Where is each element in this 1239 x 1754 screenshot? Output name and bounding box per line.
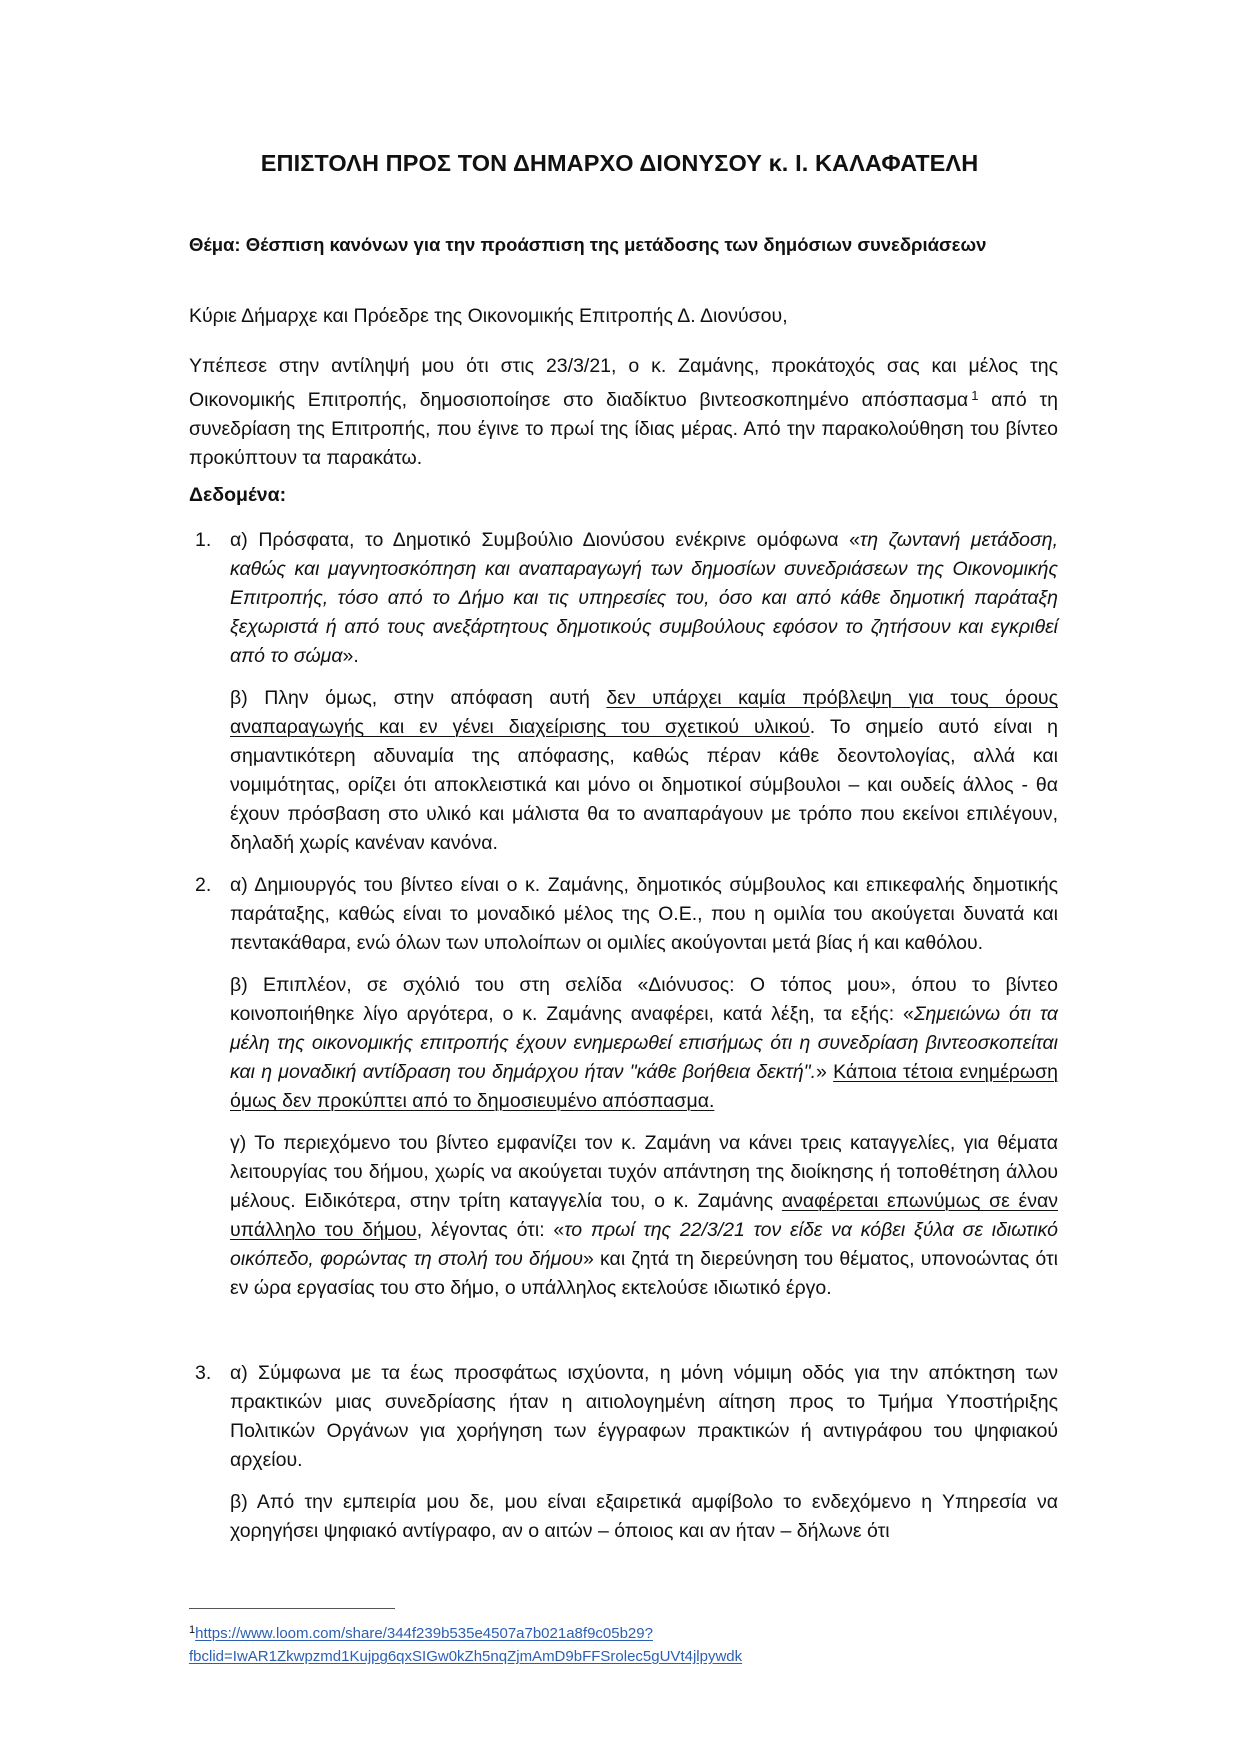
item-3-paragraph-b: β) Από την εμπειρία μου δε, μου είναι εξαιρετικά αμφίβολο το ενδεχόμενο η Υπηρεσία να χορηγήσει ψηφιακό αντίγραφο, αν ο αιτών – όποιος και αν ήταν – δήλωνε ότι — [230, 1491, 1058, 1542]
list-item-number: 3. — [195, 1362, 212, 1384]
intro-text-after-ref: από τη συνεδρίαση της Επιτροπής, που έγινε το πρωί της ίδιας μέρας. Από την παρακολούθηση του βίντεο προκύπτουν τα παρακάτω. — [189, 389, 1058, 469]
letter-subject: Θέμα: Θέσπιση κανόνων για την προάσπιση της μετάδοσης των δημόσιων συνεδριάσεων — [189, 234, 987, 255]
item-1b-underlined: δεν υπάρχει καμία πρόβλεψη για τους όρους αναπαραγωγής και εν γένει διαχείρισης του σχετικού υλικού — [230, 687, 1058, 738]
item-1-paragraph-a — [230, 526, 1058, 671]
item-1a-text-end: ». — [342, 645, 359, 667]
footnote — [189, 1619, 742, 1668]
salutation-text: Κύριε Δήμαρχε και Πρόεδρε της Οικονομικής Επιτροπής Δ. Διονύσου, — [189, 305, 788, 327]
item-2c-text-mid: , λέγοντας ότι: « — [416, 1219, 565, 1241]
item-2b-text-mid: » — [816, 1061, 834, 1083]
item-1a-text: α) Πρόσφατα, το Δημοτικό Συμβούλιο Διονύσου ενέκρινε ομόφωνα « — [230, 529, 860, 551]
item-2b-text: β) Επιπλέον, σε σχόλιό του στη σελίδα «Διόνυσος: Ο τόπος μου», όπου το βίντεο κοινοποιήθηκε λίγο αργότερα, ο κ. Ζαμάνης αναφέρει, κατά λέξη, τα εξής: « — [230, 974, 1058, 1025]
footnote-link-line-2[interactable]: fbclid=IwAR1Zkwpzmd1Kujpg6qxSIGw0kZh5nqZjmAmD9bFFSrolec5gUVt4jlpywdk — [189, 1648, 743, 1665]
footnote-number: 1 — [189, 1624, 196, 1636]
item-2-paragraph-c — [230, 1129, 1058, 1303]
givens-heading: Δεδομένα: — [189, 484, 287, 506]
footnote-link-line-1[interactable]: https://www.loom.com/share/344f239b535e4507a7b021a8f9c05b29? — [195, 1625, 653, 1642]
list-item-number: 2. — [195, 874, 212, 896]
item-1a-quote: τη ζωντανή μετάδοση, καθώς και μαγνητοσκόπηση και αναπαραγωγή των δημοσίων συνεδριάσεων της Οικονομικής Επιτροπής, τόσο από το Δήμο και τις υπηρεσίες του, όσο και από κάθε δημοτική παράταξη ξεχωριστά ή από τους ανεξάρτητους δημοτικούς συμβούλους εφόσον το ζητήσουν και εγκριθεί από το σώμα — [230, 529, 1059, 667]
item-1-paragraph-b — [230, 684, 1058, 858]
letter-title: ΕΠΙΣΤΟΛΗ ΠΡΟΣ ΤΟΝ ΔΗΜΑΡΧΟ ΔΙΟΝΥΣΟΥ κ. Ι. ΚΑΛΑΦΑΤΕΛΗ — [260, 150, 979, 176]
item-2-paragraph-a: α) Δημιουργός του βίντεο είναι ο κ. Ζαμάνης, δημοτικός σύμβουλος και επικεφαλής δημοτικής παράταξης, καθώς είναι το μοναδικό μέλος της Ο.Ε., που η ομιλία του ακούγεται δυνατά και πεντακάθαρα, ενώ όλων των υπολοίπων οι ομιλίες ακούγονται μετά βίας ή και καθόλου. — [230, 874, 1058, 954]
item-2c-text-end: » και ζητά τη διερεύνηση του θέματος, υπονοώντας ότι εν ώρα εργασίας του στο δήμο, ο υπάλληλος εκτελούσε ιδιωτικό έργο. — [230, 1248, 1058, 1299]
item-2c-text: γ) Το περιεχόμενο του βίντεο εμφανίζει τον κ. Ζαμάνη να κάνει τρεις καταγγελίες, για θέματα λειτουργίας του δήμου, χωρίς να ακούγεται τυχόν απάντηση της διοίκησης ή τοποθέτηση άλλου μέλους. Ειδικότερα, στην τρίτη καταγγελία του, ο κ. Ζαμάνης — [230, 1132, 1058, 1212]
footnote-reference[interactable]: 1 — [971, 388, 979, 403]
item-2c-quote: το πρωί της 22/3/21 τον είδε να κόβει ξύλα σε ιδιωτικό οικόπεδο, φορώντας τη στολή του δήμου — [230, 1219, 1058, 1270]
item-2-paragraph-b — [230, 971, 1058, 1116]
salutation — [189, 302, 1058, 331]
footnote-separator — [189, 1608, 395, 1609]
list-item-number: 1. — [195, 529, 212, 551]
list-item-3 — [189, 1359, 1058, 1546]
item-3-paragraph-a: α) Σύμφωνα με τα έως προσφάτως ισχύοντα, η μόνη νόμιμη οδός για την απόκτηση των πρακτικών μιας συνεδρίασης ήταν η αιτιολογημένη αίτηση προς το Τμήμα Υποστήριξης Πολιτικών Οργάνων για χορήγηση των έγγραφων πρακτικών ή αντιγράφου του ψηφιακού αρχείου. — [230, 1362, 1058, 1471]
item-1b-text: β) Πλην όμως, στην απόφαση αυτή — [230, 687, 607, 709]
list-item-1 — [189, 526, 1058, 858]
item-1b-text-end: . Το σημείο αυτό είναι η σημαντικότερη αδυναμία της απόφασης, καθώς πέραν κάθε δεοντολογίας, αλλά και νομιμότητας, ορίζει ότι αποκλειστικά και μόνο οι δημοτικοί σύμβουλοι – και ουδείς άλλος - θα έχουν πρόσβαση στο υλικό και μάλιστα θα το αναπαράγουν με τρόπο που εκείνοι επιλέγουν, δηλαδή χωρίς κανέναν κανόνα. — [230, 716, 1058, 854]
item-2b-underlined: Κάποια τέτοια ενημέρωση όμως δεν προκύπτει από το δημοσιευμένο απόσπασμα. — [230, 1061, 1058, 1112]
intro-text-before-ref: Υπέπεσε στην αντίληψή μου ότι στις 23/3/21, ο κ. Ζαμάνης, προκάτοχός σας και μέλος της Οικονομικής Επιτροπής, δημοσιοποίησε στο διαδίκτυο βιντεοσκοπημένο απόσπασμα — [189, 355, 1058, 411]
item-2b-quote: Σημειώνω ότι τα μέλη της οικονομικής επιτροπής έχουν ενημερωθεί επισήμως ότι η συνεδρίαση βιντεοσκοπείται και η μοναδική αντίδραση του δημάρχου ήταν "κάθε βοήθεια δεκτή". — [230, 1003, 1059, 1083]
list-item-2 — [189, 871, 1058, 1303]
intro-paragraph — [189, 352, 1058, 473]
item-2c-underlined: αναφέρεται επωνύμως σε έναν υπάλληλο του δήμου — [230, 1190, 1058, 1241]
